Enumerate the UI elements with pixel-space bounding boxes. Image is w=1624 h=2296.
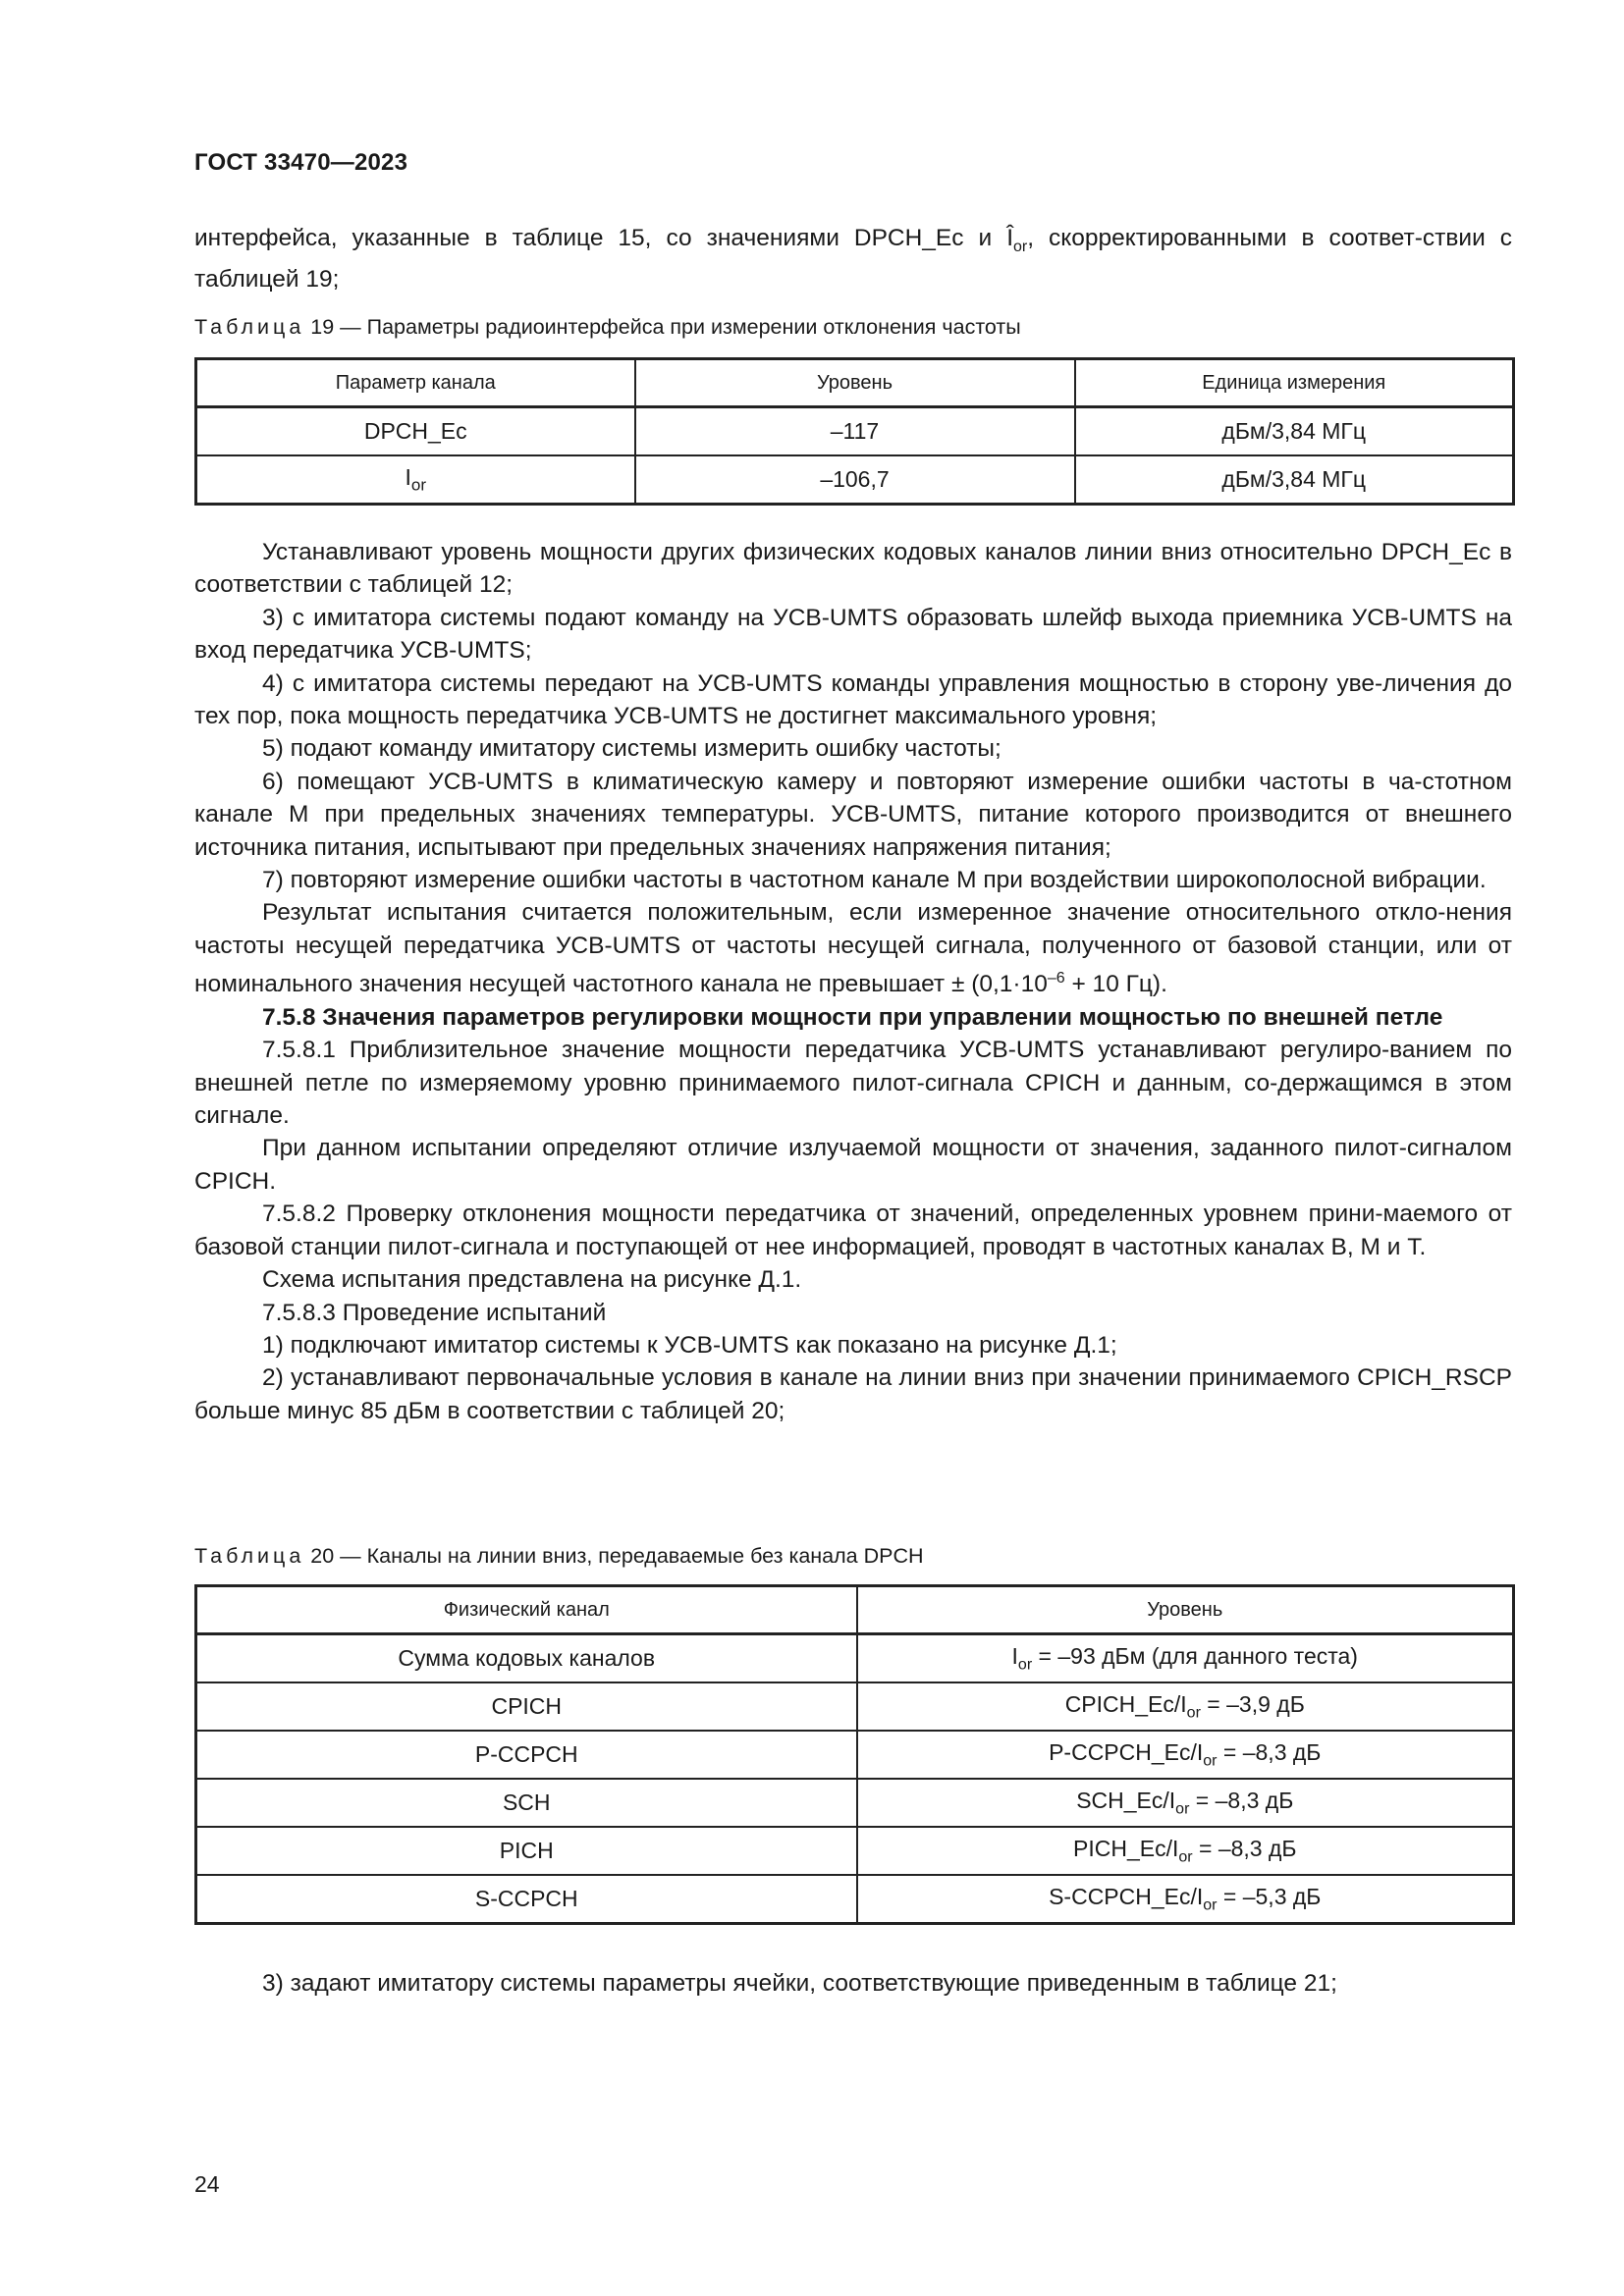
result-paragraph: Результат испытания считается положительным, если измеренное значение относительного откло-нения частоты несущей передатчика УСВ-UMTS от частоты несущей сигнала, полученного от базовой станции, или от номинального значения несущей частотного канала не превышает ± ($0,1\cdot 10^{-6} + 10$ Гц). [194, 899, 1512, 998]
intro-paragraph: интерфейса, указанные в таблице 15, со значениями DPCH_Ec и $Î_{or}$, скорректированными в соответ-ствии с таблицей 19; [194, 225, 1512, 294]
table19-cell-param: $I_{or}$ [196, 455, 635, 505]
table-row [196, 1875, 1514, 1924]
table19-cell-unit: дБм/3,84 МГц [1075, 407, 1514, 456]
procedure-steps [194, 536, 1512, 1427]
table20-cell-level: $S-CCPCH\_Ec/I_{or} = -5,3$ дБ [857, 1875, 1514, 1924]
table20-cell-level: $I_{or} = -93$ дБм (для данного теста) [857, 1634, 1514, 1683]
table20-cell-level: $P-CCPCH\_Ec/I_{or} = -8,3$ дБ [857, 1731, 1514, 1779]
paragraph: 1) подключают имитатор системы к УСВ-UMTS как показано на рисунке Д.1; [262, 1331, 1117, 1359]
table20-cell-level: $CPICH\_Ec/I_{or} = -3,9$ дБ [857, 1682, 1514, 1731]
table20-caption: Таблица 20 — Каналы на линии вниз, передаваемые без канала DPCH [194, 1544, 924, 1568]
table-row [196, 455, 1514, 505]
table19-header-unit: Единица измерения [1075, 359, 1514, 407]
paragraph: При данном испытании определяют отличие излучаемой мощности от значения, заданного пилот-сигналом CPICH. [194, 1135, 1512, 1195]
section-heading: 7.5.8 Значения параметров регулировки мощности при управлении мощностью по внешней петле [262, 1003, 1443, 1031]
table20-cell-channel: PICH [196, 1827, 857, 1875]
paragraph: Устанавливают уровень мощности других физических кодовых каналов линии вниз относительно DPCH_Ec в соответствии с таблицей 12; [194, 539, 1512, 599]
paragraph: 7.5.8.3 Проведение испытаний [262, 1299, 607, 1326]
table19-header-level: Уровень [635, 359, 1075, 407]
paragraph: 7) повторяют измерение ошибки частоты в частотном канале М при воздействии широкополосной вибрации. [262, 867, 1487, 894]
table-row [196, 407, 1514, 456]
table-row [196, 1827, 1514, 1875]
table19-cell-level: –117 [635, 407, 1075, 456]
table-row [196, 1779, 1514, 1827]
table20-cell-channel: S-CCPCH [196, 1875, 857, 1924]
table19-cell-level: –106,7 [635, 455, 1075, 505]
table20-cell-channel: SCH [196, 1779, 857, 1827]
paragraph: 3) с имитатора системы подают команду на УСВ-UMTS образовать шлейф выхода приемника УСВ-UMTS на вход передатчика УСВ-UMTS; [194, 604, 1512, 665]
table20-cell-channel: P-CCPCH [196, 1731, 857, 1779]
closing-paragraph: 3) задают имитатору системы параметры ячейки, соответствующие приведенным в таблице 21; [262, 1970, 1337, 1997]
table20 [194, 1584, 1512, 1925]
ior-symbol: $Î_{or}$ [1006, 225, 1028, 255]
table20-header-channel: Физический канал [196, 1586, 857, 1634]
paragraph: 4) с имитатора системы передают на УСВ-UMTS команды управления мощностью в сторону уве-личения до тех пор, пока мощность передатчика УСВ-UMTS не достигнет максимального уровня; [194, 669, 1512, 730]
paragraph: 7.5.8.1 Приблизительное значение мощности передатчика УСВ-UMTS устанавливают регулиро-ванием по внешней петле по измеряемому уровню принимаемого пилот-сигнала CPICH и данным, со-держащимся в этом сигнале. [194, 1037, 1512, 1130]
paragraph: 6) помещают УСВ-UMTS в климатическую камеру и повторяют измерение ошибки частоты в ча-стотном канале М при предельных значениях температуры. УСВ-UMTS, питание которого производится от внешнего источника питания, испытывают при предельных значениях напряжения питания; [194, 768, 1512, 861]
table-row [196, 1731, 1514, 1779]
table19-cell-unit: дБм/3,84 МГц [1075, 455, 1514, 505]
table20-cell-level: $PICH\_Ec/I_{or} = -8,3$ дБ [857, 1827, 1514, 1875]
paragraph: 7.5.8.2 Проверку отклонения мощности передатчика от значений, определенных уровнем прини-маемого от базовой станции пилот-сигнала и поступающей от нее информацией, проводят в частотных каналах В, М и Т. [194, 1201, 1512, 1260]
table-row [196, 1682, 1514, 1731]
table19-caption: Таблица 19 — Параметры радиоинтерфейса при измерении отклонения частоты [194, 315, 1021, 339]
paragraph: 2) устанавливают первоначальные условия в канале на линии вниз при значении принимаемого CPICH_RSCP больше минус 85 дБм в соответствии с таблицей 20; [194, 1364, 1512, 1424]
document-header: ГОСТ 33470—2023 [194, 149, 408, 176]
table20-header-level: Уровень [857, 1586, 1514, 1634]
table20-cell-channel: CPICH [196, 1682, 857, 1731]
paragraph: Схема испытания представлена на рисунке Д.1. [262, 1266, 802, 1294]
table19-cell-param: DPCH_Ec [196, 407, 635, 456]
table20-cell-level: $SCH\_Ec/I_{or} = -8,3$ дБ [857, 1779, 1514, 1827]
page-number: 24 [194, 2171, 220, 2197]
table19-header-param: Параметр канала [196, 359, 635, 407]
table19 [194, 357, 1512, 506]
table20-cell-channel: Сумма кодовых каналов [196, 1634, 857, 1683]
table-row [196, 1634, 1514, 1683]
paragraph: 5) подают команду имитатору системы измерить ошибку частоты; [262, 735, 1001, 763]
